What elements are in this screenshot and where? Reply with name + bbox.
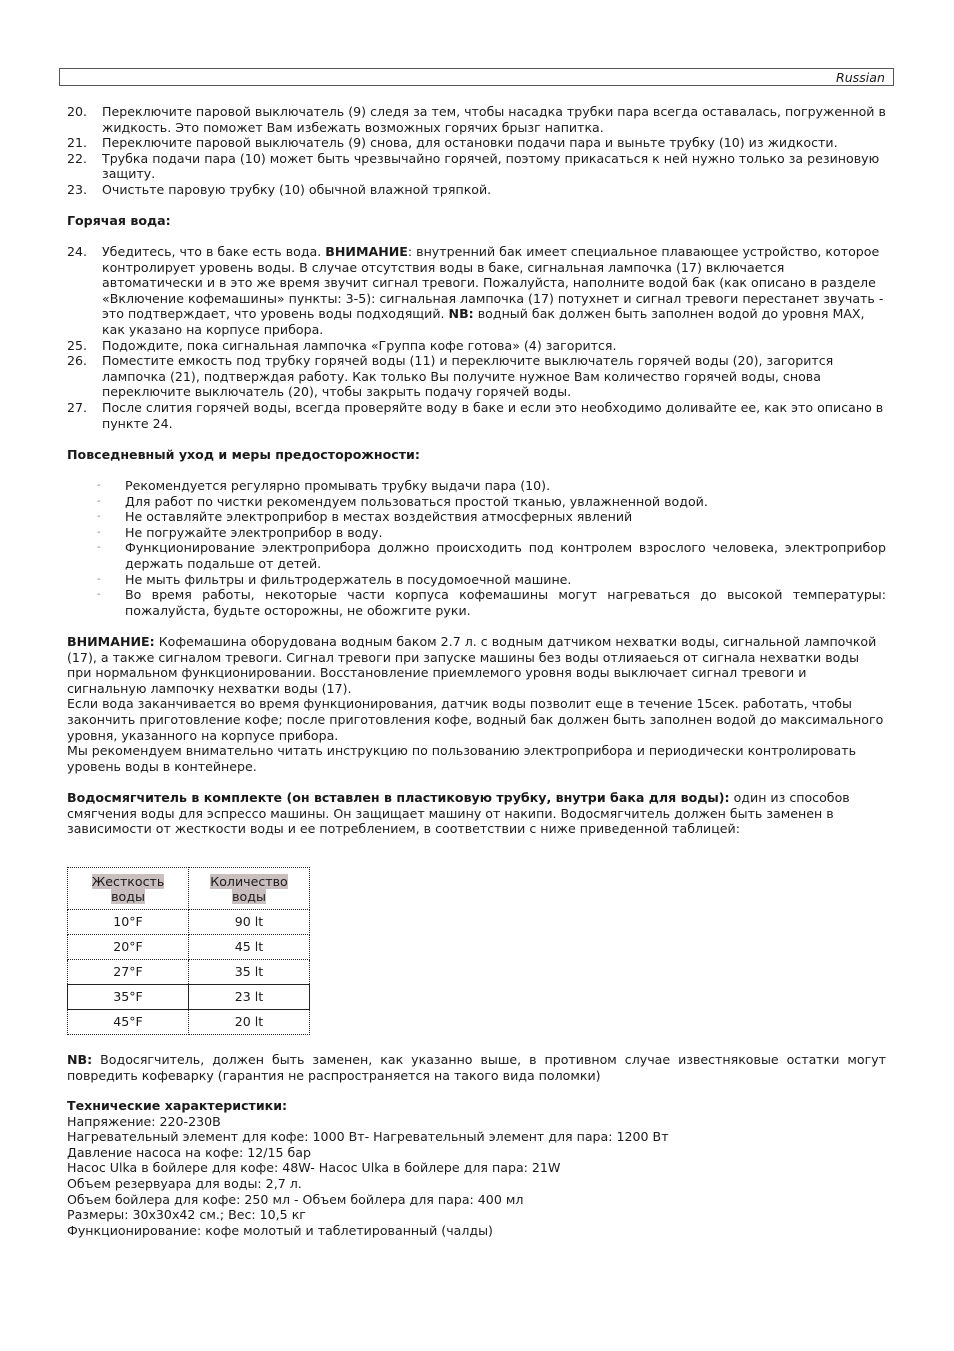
warning-text-2: Если вода заканчивается во время функционирования, датчик воды позволит еще в течение 15сек. работать, чтобы закончить приготовление кофе; после приготовления кофе, водный бак должен быть заполнен водой до максимального уровня, указанного на корпусе прибора. bbox=[67, 696, 884, 743]
table-cell: 90 lt bbox=[189, 910, 310, 935]
dash-bullet: - bbox=[97, 589, 101, 601]
table-row bbox=[68, 910, 310, 935]
item-text: Подождите, пока сигнальная лампочка «Группа кофе готова» (4) загорится. bbox=[102, 337, 617, 353]
dash-bullet: - bbox=[97, 480, 101, 491]
list-item bbox=[67, 478, 886, 494]
care-heading: Повседневный уход и меры предосторожности: bbox=[67, 447, 420, 462]
spec-line: Нагревательный элемент для кофе: 1000 Вт- Нагревательный элемент для пара: 1200 Вт bbox=[67, 1129, 669, 1145]
table-header-cell: Жесткость воды bbox=[68, 868, 189, 910]
language-label: Russian bbox=[835, 70, 885, 85]
item-number: 20. bbox=[67, 104, 88, 119]
item-text: Убедитесь, что в баке есть вода. ВНИМАНИЕ: внутренний бак имеет специальное плавающее устройство, которое контролирует уровень воды. В случае отсутствия воды в баке, сигнальная лампочка (17) включается автоматически и в это же время звучит сигнал тревоги. Пожалуйста, наполните водой бак (как описано в разделе «Включение кофемашины» пункты: 3-5): сигнальная лампочка (17) потухнет и сигнал тревоги перестанет звучать - это подтверждает, что уровень воды подходящий. NB: водный бак должен быть заполнен водой до уровня MAX, как указано на корпусе прибора. bbox=[102, 244, 884, 337]
hot-water-steps bbox=[67, 244, 886, 431]
item-text: Рекомендуется регулярно промывать трубку выдачи пара (10). bbox=[125, 478, 551, 493]
item-text: Не погружайте электроприбор в воду. bbox=[125, 524, 383, 540]
warning-text-3: Мы рекомендуем внимательно читать инструкцию по пользованию электроприбора и периодически контролировать уровень воды в контейнере. bbox=[67, 743, 856, 774]
item-text: Функционирование электроприбора должно происходить под контролем взрослого человека, электроприбор держать подальше от детей. bbox=[125, 540, 886, 571]
item-text: Во время работы, некоторые части корпуса кофемашины могут нагреваться до высокой температуры: пожалуйста, будьте осторожны, не обожгите руки. bbox=[125, 587, 886, 618]
item-number: 26. bbox=[67, 353, 88, 369]
item-text: Не оставляйте электроприбор в местах воздействия атмосферных явлений bbox=[125, 509, 633, 525]
dash-bullet: - bbox=[97, 511, 101, 523]
list-item bbox=[67, 540, 886, 571]
table-cell: 27°F bbox=[68, 960, 189, 985]
item-text: После слития горячей воды, всегда проверяйте воду в баке и если это необходимо доливайте ее, как это описано в пункте 24. bbox=[102, 399, 884, 431]
spec-line: Объем бойлера для кофе: 250 мл - Объем бойлера для пара: 400 мл bbox=[67, 1191, 524, 1207]
item-text: Поместите емкость под трубку горячей воды (11) и переключите выключатель горячей воды (20), загорится лампочка (21), подтверждая работу. Как только Вы получите нужное Вам количество горячей воды, снова переключите выключатель (20), чтобы закрыть подачу горячей воды. bbox=[102, 353, 834, 400]
softener-paragraph bbox=[67, 790, 886, 837]
table-cell: 45°F bbox=[68, 1010, 189, 1035]
list-item bbox=[67, 494, 886, 510]
nb-label: NB: bbox=[67, 1052, 93, 1067]
item-text: Не мыть фильтры и фильтродержатель в посудомоечной машине. bbox=[125, 571, 572, 587]
table-cell: 10°F bbox=[68, 910, 189, 935]
item-text: Переключите паровой выключатель (9) следя за тем, чтобы насадка трубки пара всегда оставалась, погруженной в жидкость. Это поможет Вам избежать возможных горячих брызг напитка. bbox=[102, 104, 886, 135]
table-header-cell: Количество воды bbox=[189, 868, 310, 910]
item-text: Очистьте паровую трубку (10) обычной влажной тряпкой. bbox=[102, 181, 492, 197]
warning-label: ВНИМАНИЕ: bbox=[67, 634, 155, 649]
list-item bbox=[67, 104, 886, 135]
spec-line: Насос Ulka в бойлере для кофе: 48W- Насос Ulka в бойлере для пара: 21W bbox=[67, 1160, 561, 1176]
list-item bbox=[67, 135, 886, 151]
table-cell: 35 lt bbox=[189, 960, 310, 985]
item-text: Трубка подачи пара (10) может быть чрезвычайно горячей, поэтому прикасаться к ней нужно только за резиновую защиту. bbox=[102, 150, 880, 182]
steps-list-a bbox=[67, 104, 886, 198]
spec-line: Размеры: 30x30x42 см.; Вес: 10,5 кг bbox=[67, 1207, 306, 1223]
table-header-row bbox=[68, 868, 310, 910]
specs-heading: Технические характеристики: bbox=[67, 1098, 288, 1113]
table-cell: 20°F bbox=[68, 935, 189, 960]
list-item bbox=[67, 400, 886, 431]
spec-line: Функционирование: кофе молотый и таблетированный (чалды) bbox=[67, 1222, 493, 1238]
list-item bbox=[67, 509, 886, 525]
table-cell: 20 lt bbox=[189, 1010, 310, 1035]
table-row bbox=[68, 960, 310, 985]
list-item bbox=[67, 182, 886, 198]
list-item bbox=[67, 353, 886, 400]
item-text: Переключите паровой выключатель (9) снова, для остановки подачи пара и выньте трубку (10) из жидкости. bbox=[102, 135, 838, 151]
list-item bbox=[67, 525, 886, 541]
dash-bullet: - bbox=[97, 573, 101, 585]
spec-line: Объем резервуара для воды: 2,7 л. bbox=[67, 1175, 302, 1191]
item-number: 21. bbox=[67, 135, 88, 151]
item-number: 25. bbox=[67, 337, 88, 353]
table-cell: 45 lt bbox=[189, 935, 310, 960]
spec-line: Напряжение: 220-230В bbox=[67, 1113, 221, 1129]
hardness-table bbox=[67, 867, 310, 1035]
warning-text: Кофемашина оборудована водным баком 2.7 л. с водным датчиком нехватки воды, сигнальной лампочкой (17), а также сигналом тревоги. Сигнал тревоги при запуске машины без воды отлияаеься от сигнала нехватки воды при нормальном функционировании. Восстановление приемлемого уровня воды выключает сигнал тревоги и сигнальную лампочку нехватки воды (17). bbox=[67, 634, 877, 696]
item-number: 24. bbox=[67, 244, 88, 259]
warning-paragraph bbox=[67, 634, 886, 774]
list-item bbox=[67, 151, 886, 182]
table-row bbox=[68, 935, 310, 960]
care-list bbox=[67, 478, 886, 618]
table-cell: 35°F bbox=[68, 985, 189, 1010]
nb-text: Водосягчитель, должен быть заменен, как указанно выше, в противном случае известняковые остатки могут повредить кофеварку (гарантия не распространяется на такого вида поломки) bbox=[67, 1052, 886, 1083]
softener-label: Водосмягчитель в комплекте (он вставлен в пластиковую трубку, внутри бака для воды): bbox=[67, 790, 730, 805]
page-header bbox=[59, 68, 894, 86]
item-number: 27. bbox=[67, 399, 88, 415]
item-text: Для работ по чистки рекомендуем пользоваться простой тканью, увлажненной водой. bbox=[125, 493, 708, 509]
dash-bullet: - bbox=[97, 526, 101, 538]
spec-line: Давление насоса на кофе: 12/15 бар bbox=[67, 1144, 311, 1160]
list-item bbox=[67, 587, 886, 618]
specs-section bbox=[67, 1098, 886, 1238]
table-cell: 23 lt bbox=[189, 985, 310, 1010]
list-item bbox=[67, 338, 886, 354]
list-item bbox=[67, 572, 886, 588]
softener-text: один из способов смягчения воды для эспрессо машины. Он защищает машину от накипи. Водосмягчитель должен быть заменен в зависимости от жесткости воды и ее потреблением, в соответствии с ниже приведенной таблицей: bbox=[67, 790, 850, 837]
item-number: 23. bbox=[67, 181, 88, 197]
table-row bbox=[68, 1010, 310, 1035]
nb-paragraph bbox=[67, 1052, 886, 1083]
dash-bullet: - bbox=[97, 542, 101, 554]
hot-water-heading: Горячая вода: bbox=[67, 213, 171, 228]
table-row bbox=[68, 985, 310, 1010]
item-number: 22. bbox=[67, 150, 88, 166]
dash-bullet: - bbox=[97, 495, 101, 507]
list-item bbox=[67, 244, 886, 338]
